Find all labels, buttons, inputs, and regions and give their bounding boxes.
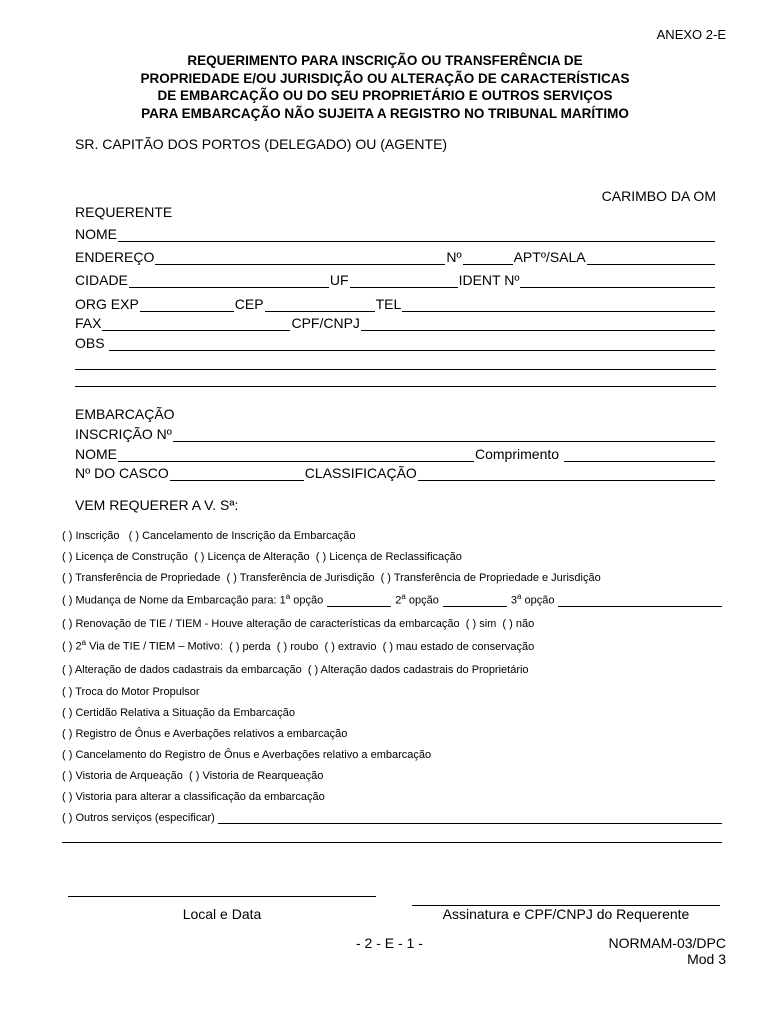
label-fax: FAX [75, 315, 102, 331]
opt-outros[interactable]: ( ) Outros serviços (especificar) [62, 812, 215, 824]
field-cidade[interactable] [129, 274, 329, 288]
row-emb-nome [75, 444, 716, 462]
label-ident: IDENT Nº [458, 272, 520, 288]
opt-renovacao[interactable]: ( ) Renovação de TIE / TIEM - Houve alteração de características da embarcação [62, 618, 460, 630]
label-classificacao: CLASSIFICAÇÃO [304, 465, 417, 481]
field-casco[interactable] [170, 467, 304, 481]
field-comprimento[interactable] [564, 448, 715, 462]
row-inscricao [75, 424, 716, 442]
opt-licenca-alteracao[interactable]: ( ) Licença de Alteração [194, 551, 310, 563]
label-emb-nome: NOME [75, 446, 117, 462]
opt-certidao[interactable]: ( ) Certidão Relativa a Situação da Embarcação [62, 707, 295, 719]
label-org-exp: ORG EXP [75, 296, 139, 312]
request-heading: VEM REQUERER A V. Sª: [75, 497, 239, 513]
option-cancel-onus[interactable] [62, 747, 722, 761]
field-org-exp[interactable] [140, 298, 234, 312]
opt-renovacao-sim[interactable]: ( ) sim [465, 618, 497, 630]
opt-vistoria-classificacao[interactable]: ( ) Vistoria para alterar a classificação da embarcação [62, 791, 325, 803]
opt-licenca-construcao[interactable]: ( ) Licença de Construção [62, 551, 188, 563]
label-tel: TEL [375, 296, 402, 312]
mod-code: Mod 3 [687, 951, 726, 967]
field-numero[interactable] [463, 251, 513, 265]
option-vistoria-classificacao[interactable] [62, 789, 722, 803]
annex-label: ANEXO 2-E [656, 27, 726, 42]
outros-line-2[interactable] [62, 842, 722, 843]
row-nome [75, 224, 716, 242]
label-apt: APTº/SALA [513, 249, 586, 265]
row-cidade [75, 270, 716, 288]
opt-transf-jurisdicao[interactable]: ( ) Transferência de Jurisdição [226, 572, 375, 584]
opt-troca-motor[interactable]: ( ) Troca do Motor Propulsor [62, 686, 200, 698]
assinatura-label: Assinatura e CPF/CNPJ do Requerente [442, 906, 690, 922]
field-opcao-1[interactable] [327, 596, 391, 607]
row-org [75, 294, 716, 312]
option-registro-onus[interactable] [62, 726, 722, 740]
embarcacao-heading: EMBARCAÇÃO [75, 406, 175, 422]
field-fax[interactable] [102, 317, 290, 331]
label-inscricao: INSCRIÇÃO Nº [75, 426, 172, 442]
opt-transf-prop-jur[interactable]: ( ) Transferência de Propriedade e Jurisdição [380, 572, 601, 584]
opt-cancel-onus[interactable]: ( ) Cancelamento do Registro de Ônus e Averbações relativo a embarcação [62, 749, 432, 761]
page-number: - 2 - E - 1 - [356, 935, 423, 951]
opt-opcao-2-label: 2$^a$ opção [395, 592, 439, 607]
label-cidade: CIDADE [75, 272, 128, 288]
field-endereco[interactable] [155, 251, 445, 265]
obs-line-3[interactable] [75, 386, 716, 387]
field-opcao-2[interactable] [443, 596, 507, 607]
opt-registro-onus[interactable]: ( ) Registro de Ônus e Averbações relativos a embarcação [62, 728, 348, 740]
row-fax [75, 313, 716, 331]
opt-vistoria-rearqueacao[interactable]: ( ) Vistoria de Rearqueação [189, 770, 324, 782]
field-apt[interactable] [587, 251, 715, 265]
opt-extravio[interactable]: ( ) extravio [324, 641, 377, 653]
label-nome: NOME [75, 226, 117, 242]
label-cep: CEP [234, 296, 264, 312]
option-licenca[interactable] [62, 549, 722, 563]
requerente-heading: REQUERENTE [75, 204, 173, 220]
option-inscricao[interactable] [62, 528, 722, 542]
label-uf: UF [329, 272, 349, 288]
opt-opcao-3-label: 3$^a$ opção [510, 592, 555, 607]
option-transferencia[interactable] [62, 570, 722, 584]
stamp-label: CARIMBO DA OM [601, 188, 716, 204]
opt-vistoria-arqueacao[interactable]: ( ) Vistoria de Arqueação [62, 770, 183, 782]
local-data-line[interactable] [68, 896, 376, 897]
opt-inscricao[interactable]: ( ) Inscrição [62, 530, 120, 542]
field-uf[interactable] [350, 274, 458, 288]
option-renovacao[interactable] [62, 616, 722, 630]
option-certidao[interactable] [62, 705, 722, 719]
row-casco [75, 463, 716, 481]
opt-licenca-reclassificacao[interactable]: ( ) Licença de Reclassificação [315, 551, 462, 563]
opt-alt-dados-embarcacao[interactable]: ( ) Alteração de dados cadastrais da embarcação [62, 664, 302, 676]
field-ident[interactable] [520, 274, 715, 288]
title-line-1: REQUERIMENTO PARA INSCRIÇÃO OU TRANSFERÊNCIA DE [187, 53, 583, 68]
title-line-3: DE EMBARCAÇÃO OU DO SEU PROPRIETÁRIO E OUTROS SERVIÇOS [157, 88, 613, 103]
opt-mau-estado[interactable]: ( ) mau estado de conservação [382, 641, 535, 653]
label-numero: Nº [446, 249, 462, 265]
field-nome[interactable] [118, 228, 715, 242]
field-emb-nome[interactable] [118, 448, 474, 462]
local-data-label: Local e Data [182, 906, 262, 922]
label-obs: OBS [75, 335, 105, 351]
field-classificacao[interactable] [418, 467, 715, 481]
field-opcao-3[interactable] [558, 596, 722, 607]
addressee: SR. CAPITÃO DOS PORTOS (DELEGADO) OU (AGENTE) [75, 136, 448, 152]
opt-perda[interactable]: ( ) perda [229, 641, 271, 653]
option-outros[interactable] [62, 810, 722, 824]
opt-cancelamento-inscricao[interactable]: ( ) Cancelamento de Inscrição da Embarcação [128, 530, 356, 542]
option-segunda-via[interactable] [62, 639, 722, 653]
label-casco: Nº DO CASCO [75, 465, 169, 481]
label-cpf: CPF/CNPJ [291, 315, 360, 331]
field-inscricao[interactable] [173, 428, 715, 442]
opt-segunda-via[interactable]: ( ) 2$^a$ Via de TIE / TIEM – Motivo: [62, 638, 223, 653]
label-comprimento: Comprimento [475, 446, 560, 462]
opt-renovacao-nao[interactable]: ( ) não [502, 618, 535, 630]
row-endereco [75, 247, 716, 265]
title-line-4: PARA EMBARCAÇÃO NÃO SUJEITA A REGISTRO NO TRIBUNAL MARÍTIMO [141, 105, 629, 121]
field-obs[interactable] [109, 337, 715, 351]
opt-roubo[interactable]: ( ) roubo [276, 641, 319, 653]
opt-mudanca-nome-label: ( ) Mudança de Nome da Embarcação para: 1$^a$ opção [62, 592, 324, 607]
title-line-2: PROPRIEDADE E/OU JURISDIÇÃO OU ALTERAÇÃO DE CARACTERÍSTICAS [140, 70, 630, 86]
form-title [0, 52, 770, 122]
option-vistoria[interactable] [62, 768, 722, 782]
field-cpf[interactable] [361, 317, 715, 331]
option-mudanca-nome[interactable] [62, 593, 722, 607]
label-endereco: ENDEREÇO [75, 249, 155, 265]
opt-transf-propriedade[interactable]: ( ) Transferência de Propriedade [62, 572, 221, 584]
field-outros[interactable] [218, 813, 722, 824]
obs-line-2[interactable] [75, 369, 716, 370]
field-cep[interactable] [265, 298, 375, 312]
field-tel[interactable] [402, 298, 715, 312]
opt-alt-dados-proprietario[interactable]: ( ) Alteração dados cadastrais do Proprietário [307, 664, 529, 676]
norm-code: NORMAM-03/DPC [608, 935, 726, 951]
row-obs [75, 333, 716, 351]
option-troca-motor[interactable] [62, 684, 722, 698]
option-alteracao-dados[interactable] [62, 662, 722, 676]
